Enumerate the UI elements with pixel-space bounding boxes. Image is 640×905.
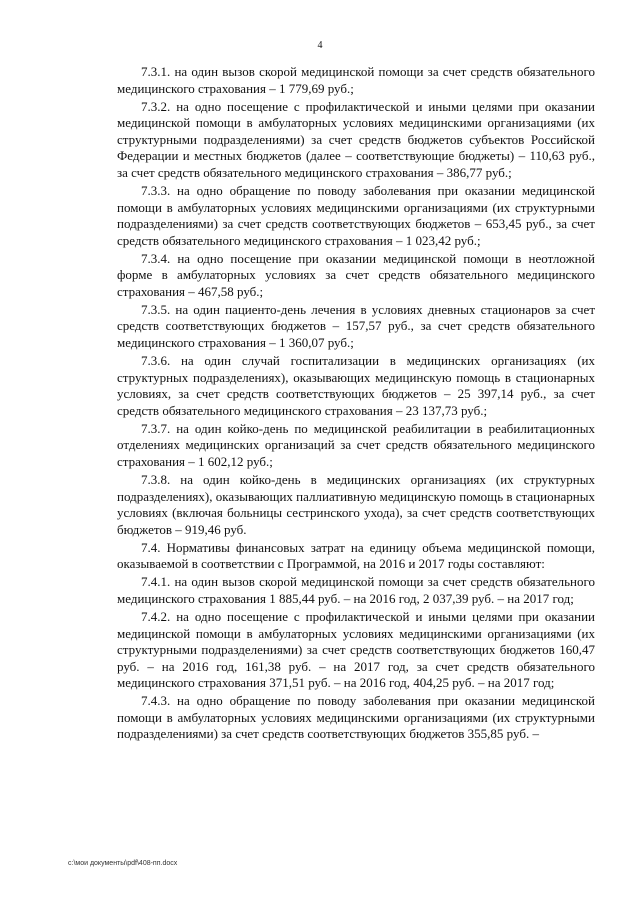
page-number: 4 <box>317 40 323 51</box>
paragraph-7-3-8: 7.3.8. на один койко-день в медицинских организациях (их структурных подразделениях), оказывающих паллиативную медицинскую помощь в стационарных условиях (включая больницы сестринского ухода), за счет средств соответствующих бюджетов – 919,46 руб. <box>117 471 595 537</box>
paragraph-7-4-2: 7.4.2. на одно посещение с профилактической и иными целями при оказании медицинской помощи в амбулаторных условиях медицинскими организациями (их структурными подразделениями) за счет средств соответствующих бюджетов 160,47 руб. – на 2016 год, 161,38 руб. – на 2017 год, за счет средств обязательного медицинского страхования 371,51 руб. – на 2016 год, 404,25 руб. – на 2017 год; <box>117 608 595 691</box>
paragraph-7-4-1: 7.4.1. на один вызов скорой медицинской помощи за счет средств обязательного медицинского страхования 1 885,44 руб. – на 2016 год, 2 037,39 руб. – на 2017 год; <box>117 574 595 606</box>
paragraph-7-3-1: 7.3.1. на один вызов скорой медицинской помощи за счет средств обязательного медицинского страхования – 1 779,69 руб.; <box>117 64 595 96</box>
paragraph-7-3-3: 7.3.3. на одно обращение по поводу заболевания при оказании медицинской помощи в амбулаторных условиях медицинскими организациями (их структурными подразделениями) за счет средств соответствующих бюджетов – 653,45 руб., за счет средств обязательного медицинского страхования – 1 023,42 руб.; <box>117 182 595 248</box>
paragraph-7-3-5: 7.3.5. на один пациенто-день лечения в условиях дневных стационаров за счет средств соответствующих бюджетов – 157,57 руб., за счет средств обязательного медицинского страхования – 1 360,07 руб.; <box>117 301 595 351</box>
paragraph-7-4-3: 7.4.3. на одно обращение по поводу заболевания при оказании медицинской помощи в амбулаторных условиях медицинскими организациями (их структурными подразделениями) за счет средств соответствующих бюджетов 355,85 руб. – <box>117 693 595 742</box>
paragraph-7-3-2: 7.3.2. на одно посещение с профилактической и иными целями при оказании медицинской помощи в амбулаторных условиях медицинскими организациями (их структурными подразделениями) за счет средств бюджетов субъектов Российской Федерации и местных бюджетов (далее – соответствующие бюджеты) – 110,63 руб., за счет средств обязательного медицинского страхования – 386,77 руб.; <box>117 98 595 180</box>
document-body <box>117 64 595 743</box>
paragraph-7-3-7: 7.3.7. на один койко-день по медицинской реабилитации в реабилитационных отделениях медицинских организаций за счет средств обязательного медицинского страхования – 1 602,12 руб.; <box>117 420 595 469</box>
footer-file-path: c:\мои документы\pdf\408-пп.docx <box>68 860 178 867</box>
paragraph-7-3-4: 7.3.4. на одно посещение при оказании медицинской помощи в неотложной форме в амбулаторных условиях за счет средств обязательного медицинского страхования – 467,58 руб.; <box>117 250 595 299</box>
paragraph-7-3-6: 7.3.6. на один случай госпитализации в медицинских организациях (их структурных подразделениях), оказывающих медицинскую помощь в стационарных условиях, за счет средств соответствующих бюджетов – 25 397,14 руб., за счет средств обязательного медицинского страхования – 23 137,73 руб.; <box>117 353 595 418</box>
paragraph-7-4: 7.4. Нормативы финансовых затрат на единицу объема медицинской помощи, оказываемой в соответствии с Программой, на 2016 и 2017 годы составляют: <box>117 539 595 572</box>
